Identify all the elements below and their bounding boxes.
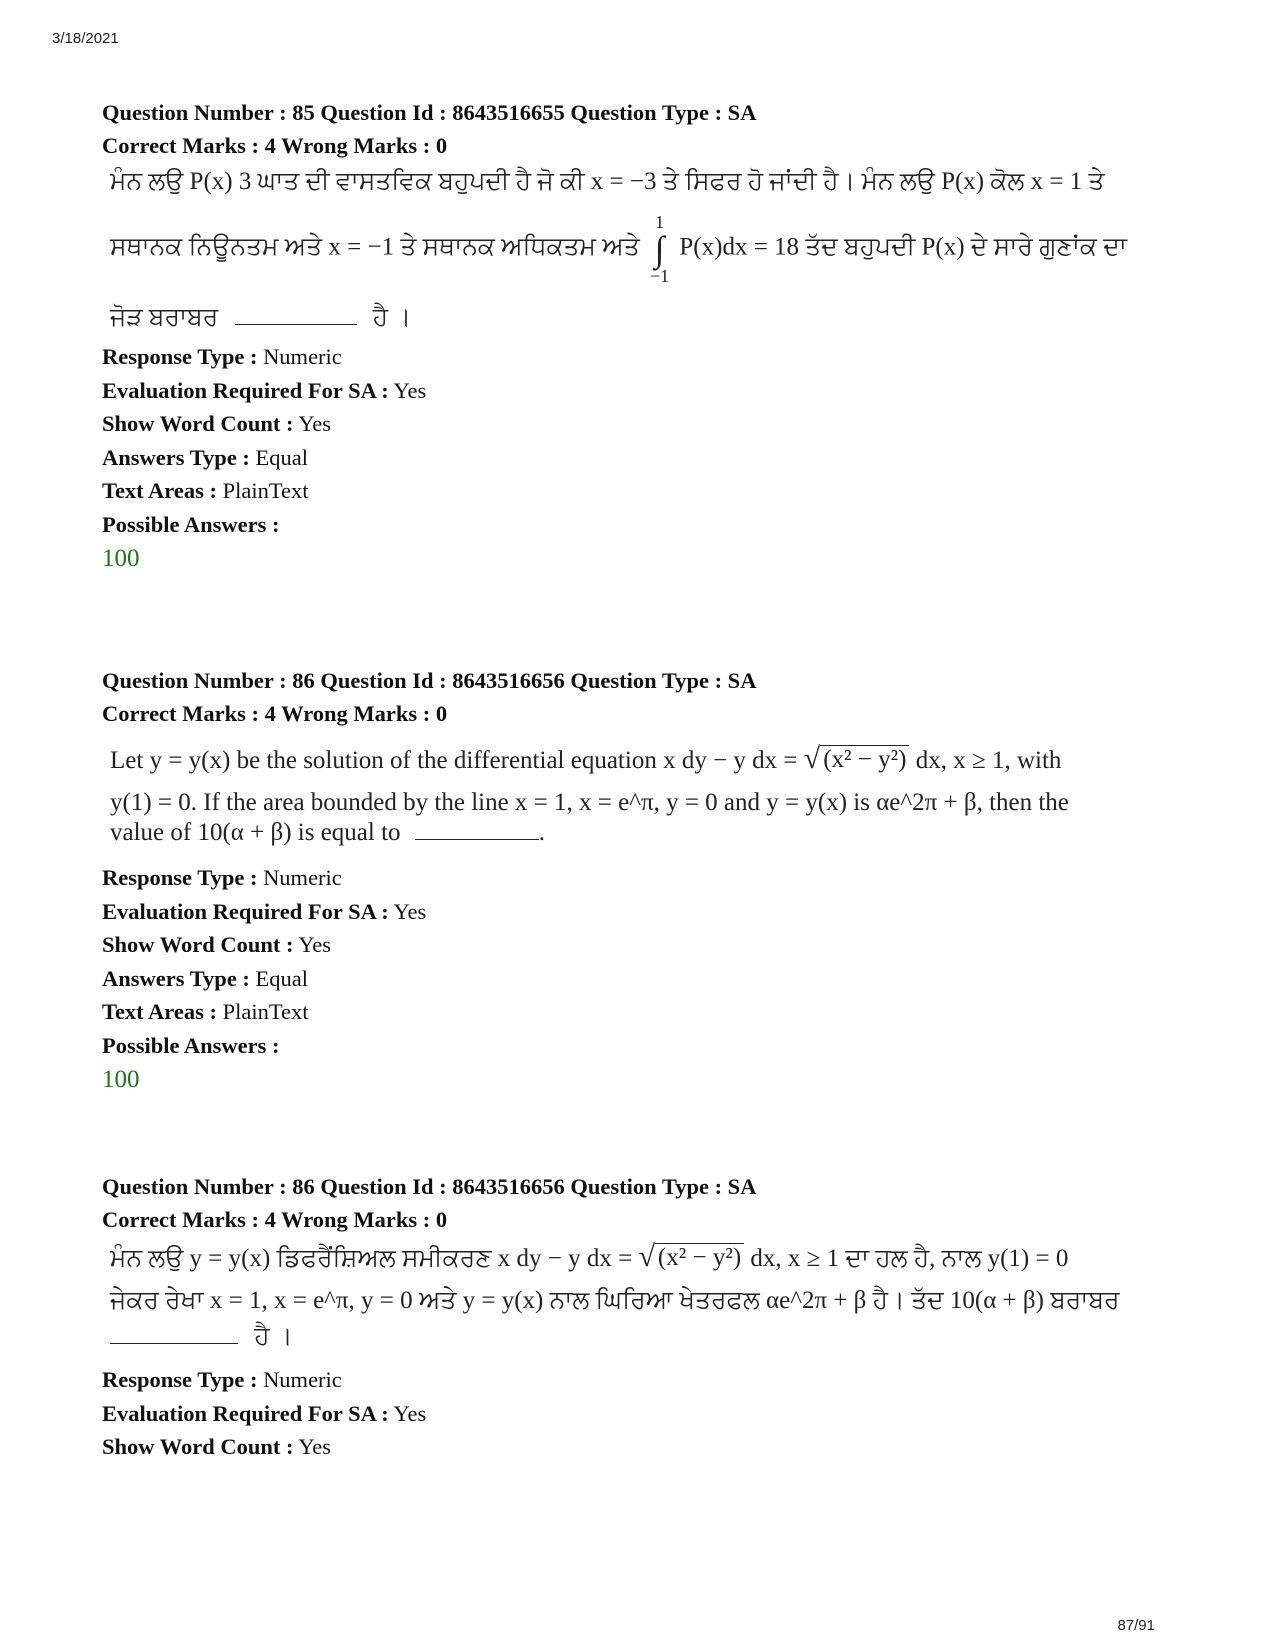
sqrt-argument: (x² − y²): [655, 1243, 744, 1272]
question-block-85: [102, 96, 1202, 577]
meta-value: Equal: [255, 965, 309, 991]
stem-line-1-text: ਮੰਨ ਲਉ y = y(x) ਡਿਫਰੈਂਸ਼ਿਅਲ ਸਮੀਕਰਣ x dy − y dx =: [110, 1245, 633, 1272]
meta-row: [102, 895, 1202, 929]
meta-row: [102, 962, 1202, 996]
integral-upper-limit: 1: [655, 212, 665, 232]
meta-list: [102, 340, 1202, 577]
meta-value: Yes: [298, 1434, 332, 1459]
meta-key: Text Areas :: [102, 478, 217, 503]
meta-key: Response Type :: [102, 1367, 258, 1392]
meta-value: Numeric: [263, 865, 342, 890]
page-number: 87/91: [1117, 1617, 1155, 1634]
stem-line-2: [110, 212, 1202, 286]
meta-value: PlainText: [222, 999, 309, 1024]
stem-line-3-text: value of 10(α + β) is equal to: [110, 819, 401, 846]
stem-line-3: [110, 819, 1202, 847]
question-header: Question Number : 86 Question Id : 8643516656 Question Type : SA: [102, 668, 757, 693]
meta-row: [102, 1430, 1202, 1464]
meta-key: Show Word Count :: [102, 411, 294, 436]
stem-line-1: ਮੰਨ ਲਉ P(x) 3 ਘਾਤ ਦੀ ਵਾਸਤਵਿਕ ਬਹੁਪਦੀ ਹੈ ਜੋ ਕੀ x = −3 ਤੇ ਸਿਫਰ ਹੋ ਜਾਂਦੀ ਹੈ। ਮੰਨ ਲਉ P(x) ਕੋਲ x = 1 ਤੇ: [110, 168, 1105, 195]
possible-answer: 100: [102, 1066, 140, 1093]
meta-value: Numeric: [263, 344, 342, 369]
meta-value: Yes: [393, 898, 427, 924]
marks-header: Correct Marks : 4 Wrong Marks : 0: [102, 1207, 448, 1232]
meta-value: Numeric: [263, 1367, 342, 1392]
meta-row: [102, 995, 1202, 1029]
meta-key: Evaluation Required For SA :: [102, 898, 389, 924]
sqrt-argument: (x² − y²): [820, 745, 909, 774]
integral-expression: P(x)dx = 18: [679, 233, 800, 261]
marks-header: Correct Marks : 4 Wrong Marks : 0: [102, 133, 448, 158]
meta-row: [102, 928, 1202, 962]
stem-line-1-text: Let y = y(x) be the solution of the differential equation x dy − y dx =: [110, 747, 798, 774]
stem-line-3: [110, 304, 1202, 332]
meta-row: [102, 407, 1202, 441]
meta-row: [102, 1029, 1202, 1063]
question-stem: [110, 1242, 1202, 1351]
integral-lower-limit: −1: [649, 266, 670, 286]
meta-key: Show Word Count :: [102, 932, 294, 957]
stem-line-3: [110, 1323, 1202, 1351]
stem-line-3-text: ਜੋੜ ਬਰਾਬਰ: [110, 304, 219, 331]
meta-value: PlainText: [222, 478, 309, 503]
page-date: 3/18/2021: [52, 30, 119, 47]
meta-key: Response Type :: [102, 344, 258, 369]
meta-list: [102, 861, 1202, 1098]
stem-line-3-end: .: [538, 819, 546, 846]
meta-row: [102, 474, 1202, 508]
meta-key: Evaluation Required For SA :: [102, 377, 389, 403]
integral-symbol: 1 ∫ −1: [649, 212, 670, 286]
meta-value: Yes: [298, 411, 332, 436]
meta-key: Possible Answers :: [102, 1032, 280, 1058]
stem-line-1: [110, 744, 1202, 775]
question-stem: [110, 744, 1202, 847]
meta-key: Response Type :: [102, 865, 258, 890]
meta-key: Show Word Count :: [102, 1434, 294, 1459]
meta-row: [102, 1363, 1202, 1397]
stem-line-2: y(1) = 0. If the area bounded by the line x = 1, x = e^π, y = 0 and y = y(x) is αe^2π + β, then the: [110, 789, 1069, 816]
question-stem: [110, 168, 1202, 332]
meta-row: [102, 374, 1202, 408]
question-header: Question Number : 86 Question Id : 8643516656 Question Type : SA: [102, 1174, 757, 1199]
meta-row: [102, 340, 1202, 374]
answer-blank: [110, 1343, 238, 1344]
meta-row: [102, 441, 1202, 475]
answer-blank: [235, 324, 357, 325]
meta-key: Answers Type :: [102, 965, 250, 991]
meta-key: Evaluation Required For SA :: [102, 1400, 389, 1426]
meta-key: Answers Type :: [102, 444, 250, 470]
question-header: Question Number : 85 Question Id : 8643516655 Question Type : SA: [102, 100, 757, 125]
marks-header: Correct Marks : 4 Wrong Marks : 0: [102, 701, 448, 726]
meta-value: Yes: [393, 377, 427, 403]
square-root: √ (x² − y²): [638, 1242, 744, 1272]
meta-value: Yes: [298, 932, 332, 957]
meta-row: [102, 861, 1202, 895]
stem-line-2: ਜੇਕਰ ਰੇਖਾ x = 1, x = e^π, y = 0 ਅਤੇ y = y(x) ਨਾਲ ਘਿਰਿਆ ਖੇਤਰਫਲ αe^2π + β ਹੈ। ਤੱਦ 10(α + β) ਬਰਾਬਰ: [110, 1287, 1120, 1314]
answer-blank: [415, 839, 539, 840]
stem-line-1-text-end: dx, x ≥ 1, with: [915, 747, 1062, 774]
meta-value: Yes: [393, 1400, 427, 1426]
question-block-86-en: [102, 664, 1202, 1098]
question-block-86-pa: [102, 1170, 1202, 1464]
stem-line-1: [110, 1242, 1202, 1273]
meta-key: Text Areas :: [102, 999, 217, 1024]
possible-answer: 100: [102, 545, 140, 572]
meta-row: [102, 1397, 1202, 1431]
meta-key: Possible Answers :: [102, 511, 280, 537]
stem-line-1-text-end: dx, x ≥ 1 ਦਾ ਹਲ ਹੈ, ਨਾਲ y(1) = 0: [750, 1245, 1069, 1272]
stem-line-3-end: ਹੈ ।: [254, 1323, 293, 1350]
meta-list: [102, 1363, 1202, 1464]
meta-row: [102, 508, 1202, 542]
meta-value: Equal: [255, 444, 309, 470]
stem-line-2-text-end: ਤੱਦ ਬਹੁਪਦੀ P(x) ਦੇ ਸਾਰੇ ਗੁਣਾਂਕ ਦਾ: [805, 233, 1127, 261]
square-root: √ (x² − y²): [804, 744, 910, 774]
stem-line-2-text: ਸਥਾਨਕ ਨਿਊਨਤਮ ਅਤੇ x = −1 ਤੇ ਸਥਾਨਕ ਅਧਿਕਤਮ ਅਤੇ: [110, 233, 640, 261]
stem-line-3-end: ਹੈ ।: [372, 304, 412, 331]
